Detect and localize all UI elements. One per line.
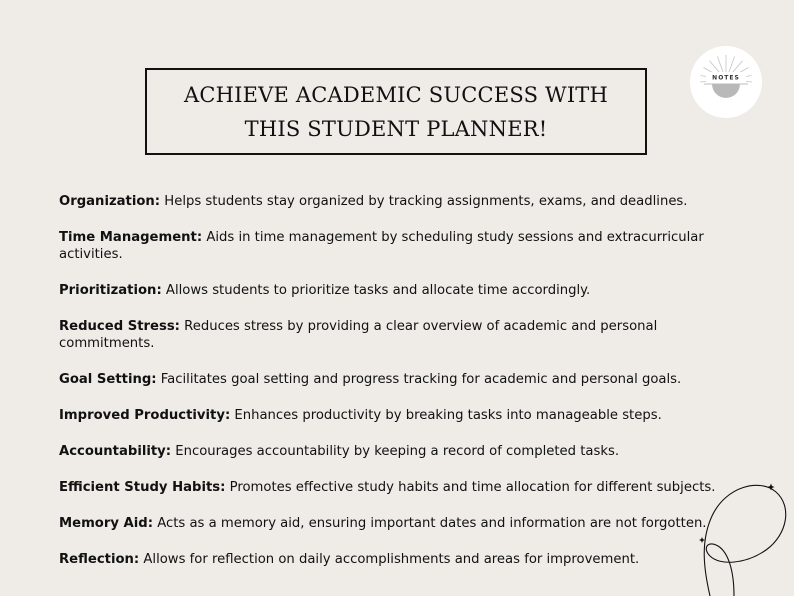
benefit-label: Reflection: <box>59 552 140 567</box>
benefit-text: Encourages accountability by keeping a record of completed tasks. <box>175 444 620 459</box>
benefit-text: Reduces stress by providing a clear overview of academic and personal commitments. <box>59 319 658 351</box>
logo-text: NOTES <box>712 74 740 82</box>
benefit-text: Helps students stay organized by tracking assignments, exams, and deadlines. <box>164 194 688 209</box>
title-box <box>145 68 647 155</box>
benefit-text: Promotes effective study habits and time allocation for different subjects. <box>229 480 716 495</box>
benefit-item <box>59 551 719 568</box>
benefit-label: Organization: <box>59 194 161 209</box>
benefit-item <box>59 282 719 299</box>
sparkle-icon <box>699 537 705 543</box>
benefit-item <box>59 443 719 460</box>
benefit-label: Memory Aid: <box>59 516 153 531</box>
benefit-item <box>59 371 719 388</box>
benefit-text: Allows students to prioritize tasks and allocate time accordingly. <box>165 283 591 298</box>
notes-logo <box>690 46 762 118</box>
benefit-text: Aids in time management by scheduling study sessions and extracurricular activities. <box>59 230 704 262</box>
benefit-label: Efficient Study Habits: <box>59 480 226 495</box>
benefit-text: Acts as a memory aid, ensuring important dates and information are not forgotten. <box>157 516 707 531</box>
benefit-item <box>59 407 719 424</box>
benefit-label: Prioritization: <box>59 283 162 298</box>
benefits-list <box>59 193 719 587</box>
benefit-item <box>59 318 719 352</box>
benefit-label: Reduced Stress: <box>59 319 180 334</box>
benefit-item <box>59 193 719 210</box>
benefit-label: Improved Productivity: <box>59 408 231 423</box>
page-title-line-2: THIS STUDENT PLANNER! <box>244 116 548 141</box>
benefit-item <box>59 479 719 496</box>
benefit-label: Goal Setting: <box>59 372 157 387</box>
benefit-text: Facilitates goal setting and progress tracking for academic and personal goals. <box>160 372 682 387</box>
benefit-label: Time Management: <box>59 230 203 245</box>
benefit-item <box>59 515 719 532</box>
page-title-line-1: ACHIEVE ACADEMIC SUCCESS WITH <box>183 82 609 107</box>
benefit-text: Enhances productivity by breaking tasks into manageable steps. <box>234 408 662 423</box>
benefit-text: Allows for reflection on daily accomplishments and areas for improvement. <box>143 552 640 567</box>
benefit-label: Accountability: <box>59 444 172 459</box>
benefit-item <box>59 229 719 263</box>
decorative-swirl <box>690 470 794 596</box>
